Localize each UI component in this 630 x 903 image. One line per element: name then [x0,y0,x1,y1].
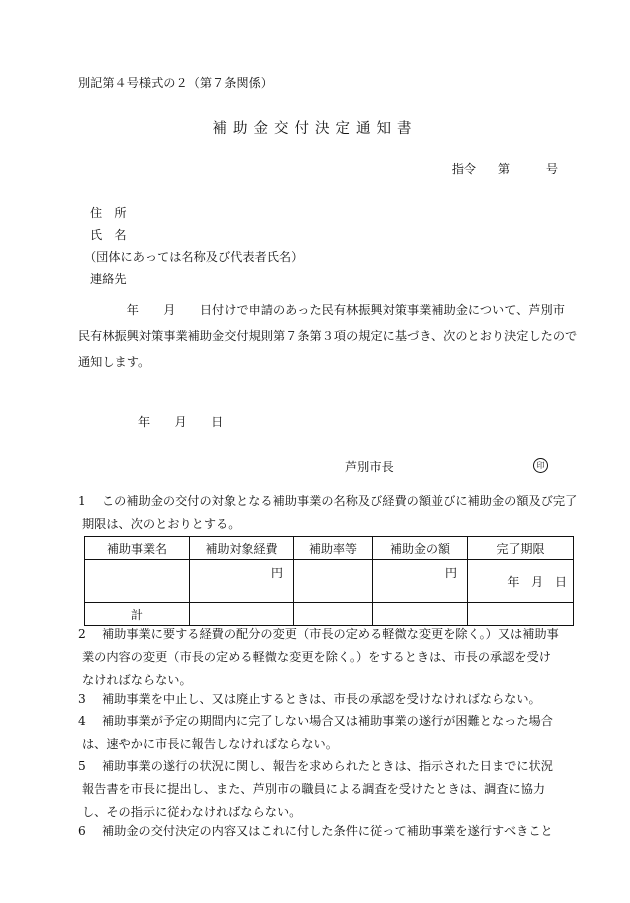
item-number: 2 [78,627,86,641]
doc-number-suffix: 号 [545,162,558,176]
col-header-deadline: 完了期限 [468,537,574,560]
condition-item-6 [78,820,578,843]
address-label: 住 所 [90,206,127,220]
col-header-project-name: 補助事業名 [85,537,190,560]
intro-line: 民有林振興対策事業補助金交付規則第７条第３項の規定に基づき、次のとおり決定したので [78,329,578,343]
col-header-subsidy-rate: 補助率等 [294,537,373,560]
condition-item-4 [78,710,578,756]
item-text: は、速やかに市長に報告しなければならない。 [82,737,338,751]
condition-item-3 [78,688,578,711]
name-label: 氏 名 [90,228,127,242]
item-text: 報告書を市長に提出し、また、芦別市の職員による調査を受けたときは、調査に協力 [82,782,546,796]
form-label: 別記第４号様式の２（第７条関係） [78,76,273,90]
item-text: なければならない。 [82,673,192,687]
item-text: 業の内容の変更（市長の定める軽微な変更を除く。）をするときは、市長の承認を受け [82,650,551,664]
item-number: 1 [78,494,86,508]
date-line: 年 月 日 [138,415,224,429]
item-text: 補助事業が予定の期間内に完了しない場合又は補助事業の遂行が困難となった場合 [102,714,553,728]
item-text: 補助事業を中止し、又は廃止するときは、市長の承認を受けなければならない。 [102,692,541,706]
item-number: 3 [78,692,86,706]
group-note: （団体にあっては名称及び代表者氏名） [84,250,304,264]
intro-line: 年 月 日付けで申請のあった民有林振興対策事業補助金について、芦別市 [78,303,565,317]
item-text: 補助事業の遂行の状況に関し、報告を求められたときは、指示された日までに状況 [102,759,553,773]
cell-project-name [85,560,190,603]
item-text: 補助事業に要する経費の配分の変更（市長の定める軽微な変更を除く。）又は補助事 [102,627,559,641]
mayor-title: 芦別市長 [345,460,394,474]
document-number [452,160,558,177]
cell-eligible-cost: 円 [190,560,294,603]
cell-subsidy-amount: 円 [373,560,468,603]
doc-number-prefix: 指令 [451,162,477,176]
col-header-eligible-cost: 補助対象経費 [190,537,294,560]
contact-label: 連絡先 [90,272,127,286]
intro-line: 通知します。 [78,355,151,369]
seal-icon: 印 [533,458,548,473]
table-row [85,560,574,603]
item-number: 6 [78,824,86,838]
condition-item-2 [78,623,578,692]
grant-table [84,536,574,626]
document-title: 補助金交付決定通知書 [212,121,418,137]
condition-item-5 [78,755,578,824]
item-number: 4 [78,714,86,728]
item-text: この補助金の交付の対象となる補助事業の名称及び経費の額並びに補助金の額及び完了 [102,494,578,508]
table-header-row [85,537,574,560]
cell-subsidy-rate [294,560,373,603]
seal-mark [533,457,548,473]
item-text: 期限は、次のとおりとする。 [82,517,241,531]
item-text: し、その指示に従わなければならない。 [82,805,302,819]
item-number: 5 [78,759,86,773]
cell-deadline: 年 月 日 [468,560,574,603]
cell-total-label: 計 [85,603,190,626]
intro-paragraph [78,297,578,375]
item-text: 補助金の交付決定の内容又はこれに付した条件に従って補助事業を遂行すべきこと [102,824,553,838]
col-header-subsidy-amount: 補助金の額 [373,537,468,560]
condition-item-1 [78,490,578,536]
doc-number-mid: 第 [497,162,511,176]
